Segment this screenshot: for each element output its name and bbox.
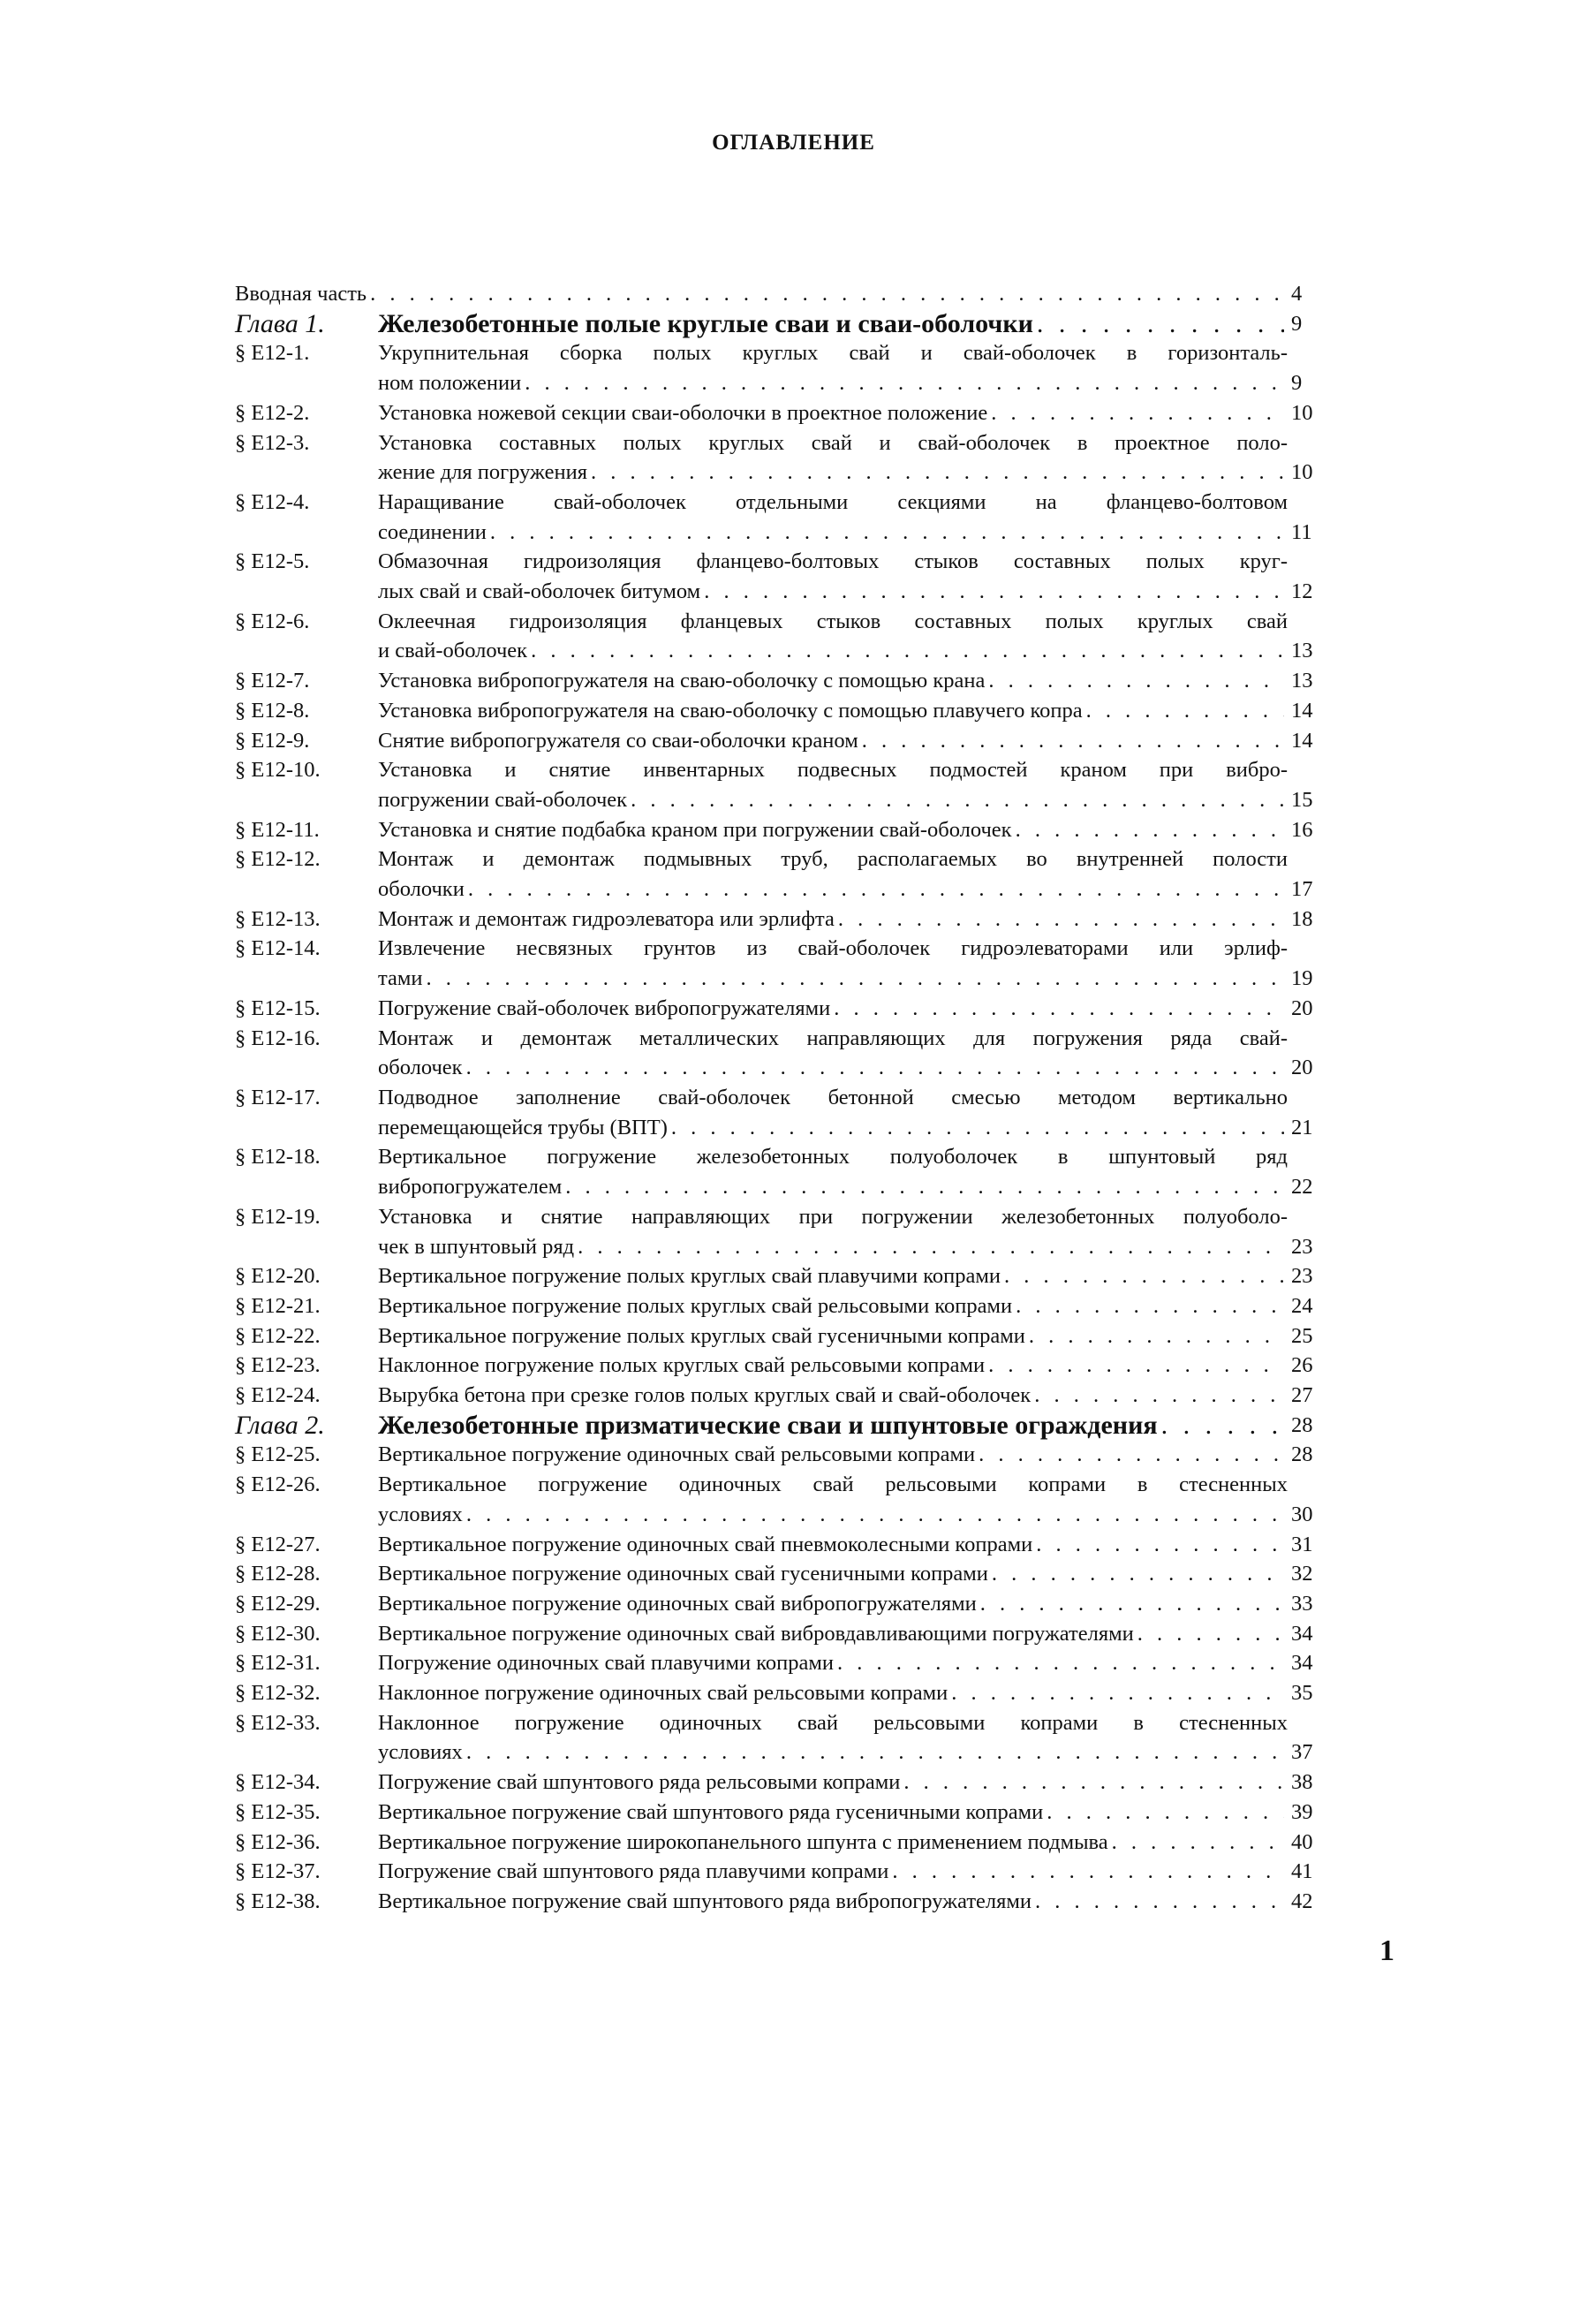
toc-entry-label: § Е12-2. xyxy=(235,400,310,425)
toc-section xyxy=(235,666,1339,696)
toc-page-number: 27 xyxy=(1291,1383,1313,1408)
toc-page-number: 15 xyxy=(1291,787,1313,812)
toc-page-number: 23 xyxy=(1291,1264,1313,1289)
toc-entry-title: Вырубка бетона при срезке голов полых круглых свай и свай-оболочек xyxy=(378,1383,1032,1408)
toc-entry-title: Подводное заполнение свай-оболочек бетонной смесью методом вертикально xyxy=(378,1085,1288,1109)
toc-page-number: 10 xyxy=(1291,400,1313,425)
dot-leader xyxy=(704,577,1284,607)
dot-leader xyxy=(1161,1411,1284,1441)
toc-entry-title: Установка вибропогружателя на сваю-оболочку с помощью крана xyxy=(378,669,986,693)
toc-entry-label: § Е12-28. xyxy=(235,1562,321,1586)
dot-leader xyxy=(979,1440,1284,1470)
toc-entry-title: Установка ножевой секции сваи-оболочки в проектное положение xyxy=(378,400,988,425)
toc-page-number: 4 xyxy=(1291,282,1303,306)
toc-entry-title: Установка вибропогружателя на сваю-оболочку с помощью плавучего копра xyxy=(378,698,1083,723)
toc-section xyxy=(235,1619,1339,1649)
toc-entry-label: § Е12-29. xyxy=(235,1591,321,1616)
toc-entry-title: Вертикальное погружение одиночных свай рельсовыми копрами в стесненных xyxy=(378,1472,1288,1497)
toc-entry-title: Наращивание свай-оболочек отдельными секциями на фланцево-болтовом xyxy=(378,489,1288,514)
toc-section xyxy=(235,1024,1339,1083)
toc-entry-label: § Е12-3. xyxy=(235,430,310,455)
toc-entry-label: § Е12-17. xyxy=(235,1085,321,1109)
dot-leader xyxy=(1029,1321,1284,1351)
toc-entry-title: Монтаж и демонтаж гидроэлеватора или эрлифта xyxy=(378,906,835,931)
toc-entry-label: § Е12-14. xyxy=(235,936,321,961)
toc-page-number: 13 xyxy=(1291,639,1313,663)
toc-page-number: 25 xyxy=(1291,1323,1313,1348)
toc-entry-title: Установка и снятие инвентарных подвесных подмостей краном при вибро- xyxy=(378,758,1288,783)
dot-leader xyxy=(1034,1381,1284,1411)
toc-entry-label: § Е12-38. xyxy=(235,1889,321,1913)
toc-entry-label: § Е12-9. xyxy=(235,728,310,753)
toc-entry-title: Оклеечная гидроизоляция фланцевых стыков составных полых круглых свай xyxy=(378,609,1288,633)
toc-page-number: 19 xyxy=(1291,966,1313,991)
toc-entry-title: Погружение свай-оболочек вибропогружателями xyxy=(378,995,831,1020)
toc-page-number: 35 xyxy=(1291,1681,1313,1706)
toc-page-number: 20 xyxy=(1291,995,1313,1020)
dot-leader xyxy=(992,1559,1284,1589)
toc-page-number: 23 xyxy=(1291,1234,1313,1259)
toc-entry-title: Вертикальное погружение свай шпунтового ряда вибропогружателями xyxy=(378,1889,1032,1913)
dot-leader xyxy=(671,1113,1284,1143)
toc-entry-title: Погружение одиночных свай плавучими копрами xyxy=(378,1651,835,1676)
toc-section xyxy=(235,726,1339,756)
toc-intro xyxy=(235,279,1339,309)
toc-entry-title: Установка составных полых круглых свай и свай-оболочек в проектное поло- xyxy=(378,430,1288,455)
toc-section xyxy=(235,696,1339,726)
toc-entry-title: Вертикальное погружение одиночных свай вибровдавливающими погружателями xyxy=(378,1621,1134,1646)
dot-leader xyxy=(980,1589,1284,1619)
toc-section xyxy=(235,488,1339,547)
toc-page-number: 39 xyxy=(1291,1799,1313,1824)
toc-section xyxy=(235,1083,1339,1142)
toc-section xyxy=(235,1321,1339,1351)
toc-page-number: 33 xyxy=(1291,1591,1313,1616)
toc-section xyxy=(235,1291,1339,1321)
toc-chapter xyxy=(235,1411,1339,1441)
dot-leader xyxy=(1086,696,1284,726)
page-number: 1 xyxy=(1379,1934,1394,1967)
toc-entry-title: Вертикальное погружение одиночных свай вибропогружателями xyxy=(378,1591,977,1616)
toc-section xyxy=(235,1887,1339,1917)
toc-entry-title: Наклонное погружение одиночных свай рельсовыми копрами в стесненных xyxy=(378,1710,1288,1735)
dot-leader xyxy=(1047,1798,1284,1828)
toc-section xyxy=(235,755,1339,814)
dot-leader xyxy=(1016,815,1284,845)
toc-entry-title: лых свай и свай-оболочек битумом xyxy=(378,579,701,604)
toc-entry-title: и свай-оболочек xyxy=(378,639,528,663)
toc-page-number: 28 xyxy=(1291,1442,1313,1467)
toc-entry-title: Погружение свай шпунтового ряда плавучими копрами xyxy=(378,1859,889,1884)
toc-page-number: 13 xyxy=(1291,669,1313,693)
toc-page-number: 20 xyxy=(1291,1056,1313,1080)
toc-entry-title: Наклонное погружение одиночных свай рельсовыми копрами xyxy=(378,1681,948,1706)
dot-leader xyxy=(466,1737,1284,1768)
dot-leader xyxy=(834,994,1284,1024)
toc-entry-label: § Е12-22. xyxy=(235,1323,321,1348)
toc-entry-label: § Е12-19. xyxy=(235,1204,321,1229)
toc-entry-label: § Е12-7. xyxy=(235,669,310,693)
toc-section xyxy=(235,1559,1339,1589)
toc-entry-title: Железобетонные полые круглые сваи и сваи-оболочки xyxy=(378,308,1033,338)
toc-page-number: 34 xyxy=(1291,1651,1313,1676)
toc-page-number: 26 xyxy=(1291,1353,1313,1378)
dot-leader xyxy=(903,1768,1284,1798)
toc-entry-title: чек в шпунтовый ряд xyxy=(378,1234,575,1259)
toc-entry-label: § Е12-32. xyxy=(235,1681,321,1706)
dot-leader xyxy=(466,1500,1284,1530)
toc-entry-label: § Е12-26. xyxy=(235,1472,321,1497)
dot-leader xyxy=(1004,1261,1284,1291)
dot-leader xyxy=(578,1232,1284,1262)
toc-entry-label: § Е12-21. xyxy=(235,1293,321,1318)
toc-section xyxy=(235,1202,1339,1261)
toc-entry-label: § Е12-34. xyxy=(235,1770,321,1795)
toc-entry-label: Глава 1. xyxy=(235,308,325,338)
toc-entry-title: Погружение свай шпунтового ряда рельсовыми копрами xyxy=(378,1770,901,1795)
toc-entry-title: условиях xyxy=(378,1740,463,1765)
toc-entry-title: Наклонное погружение полых круглых свай рельсовыми копрами xyxy=(378,1353,986,1378)
toc-entry-label: § Е12-4. xyxy=(235,489,310,514)
toc-section xyxy=(235,1589,1339,1619)
toc-entry-title: Извлечение несвязных грунтов из свай-оболочек гидроэлеваторами или эрлиф- xyxy=(378,936,1288,961)
dot-leader xyxy=(1035,1887,1284,1917)
toc-section xyxy=(235,607,1339,666)
toc-section xyxy=(235,1798,1339,1828)
toc-section xyxy=(235,815,1339,845)
toc-entry-title: ном положении xyxy=(378,371,522,396)
toc-page-number: 16 xyxy=(1291,817,1313,842)
toc-entry-title: Снятие вибропогружателя со сваи-оболочки краном xyxy=(378,728,858,753)
dot-leader xyxy=(427,964,1285,994)
toc-section xyxy=(235,1828,1339,1858)
dot-leader xyxy=(892,1857,1284,1887)
dot-leader xyxy=(370,279,1284,309)
toc-page-number: 18 xyxy=(1291,906,1313,931)
dot-leader xyxy=(1112,1828,1284,1858)
dot-leader xyxy=(1016,1291,1284,1321)
toc-entry-title: условиях xyxy=(378,1502,463,1526)
page-title: ОГЛАВЛЕНИЕ xyxy=(712,131,875,155)
dot-leader xyxy=(988,1351,1284,1381)
toc-section xyxy=(235,1768,1339,1798)
toc-entry-title: Вертикальное погружение железобетонных полуоболочек в шпунтовый ряд xyxy=(378,1145,1288,1170)
table-of-contents xyxy=(235,279,1339,1917)
toc-entry-label: § Е12-27. xyxy=(235,1532,321,1556)
toc-entry-title: Вертикальное погружение одиночных свай гусеничными копрами xyxy=(378,1562,988,1586)
toc-page-number: 11 xyxy=(1291,519,1312,544)
toc-entry-label: § Е12-18. xyxy=(235,1145,321,1170)
toc-entry-label: § Е12-24. xyxy=(235,1383,321,1408)
toc-entry-label: § Е12-12. xyxy=(235,847,321,872)
toc-entry-label: § Е12-36. xyxy=(235,1829,321,1854)
toc-section xyxy=(235,844,1339,904)
toc-page-number: 42 xyxy=(1291,1889,1313,1913)
dot-leader xyxy=(565,1172,1284,1202)
toc-section xyxy=(235,1470,1339,1529)
toc-entry-title: Вертикальное погружение полых круглых свай рельсовыми копрами xyxy=(378,1293,1013,1318)
toc-entry-label: Глава 2. xyxy=(235,1410,325,1440)
toc-entry-label: § Е12-10. xyxy=(235,758,321,783)
toc-section xyxy=(235,338,1339,397)
dot-leader xyxy=(631,785,1284,815)
toc-page-number: 41 xyxy=(1291,1859,1313,1884)
toc-page-number: 14 xyxy=(1291,728,1313,753)
dot-leader xyxy=(1036,1530,1284,1560)
toc-page-number: 31 xyxy=(1291,1532,1313,1556)
dot-leader xyxy=(837,1648,1284,1678)
toc-entry-label: § Е12-37. xyxy=(235,1859,321,1884)
toc-section xyxy=(235,1648,1339,1678)
toc-entry-label: § Е12-1. xyxy=(235,341,310,366)
dot-leader xyxy=(531,636,1284,666)
toc-entry-title: Установка и снятие направляющих при погружении железобетонных полуоболо- xyxy=(378,1204,1288,1229)
toc-entry-label: § Е12-31. xyxy=(235,1651,321,1676)
toc-entry-label: § Е12-6. xyxy=(235,609,310,633)
toc-entry-title: Монтаж и демонтаж подмывных труб, располагаемых во внутренней полости xyxy=(378,847,1288,872)
toc-chapter xyxy=(235,309,1339,339)
toc-entry-label: § Е12-25. xyxy=(235,1442,321,1467)
toc-page-number: 40 xyxy=(1291,1829,1313,1854)
toc-page-number: 21 xyxy=(1291,1115,1313,1139)
toc-page-number: 12 xyxy=(1291,579,1313,604)
dot-leader xyxy=(490,518,1284,548)
toc-page-number: 9 xyxy=(1291,311,1303,336)
dot-leader xyxy=(991,398,1284,428)
toc-entry-label: § Е12-5. xyxy=(235,549,310,574)
toc-section xyxy=(235,1530,1339,1560)
toc-entry-label: § Е12-35. xyxy=(235,1799,321,1824)
toc-section xyxy=(235,398,1339,428)
toc-entry-label: § Е12-33. xyxy=(235,1710,321,1735)
toc-entry-title: Укрупнительная сборка полых круглых свай и свай-оболочек в горизонталь- xyxy=(378,341,1288,366)
toc-entry-title: Вводная часть xyxy=(235,282,367,306)
toc-page-number: 17 xyxy=(1291,877,1313,902)
toc-entry-title: Вертикальное погружение полых круглых свай гусеничными копрами xyxy=(378,1323,1025,1348)
toc-page-number: 37 xyxy=(1291,1740,1313,1765)
toc-entry-title: Вертикальное погружение широкопанельного шпунта с применением подмыва xyxy=(378,1829,1108,1854)
toc-entry-title: Вертикальное погружение одиночных свай пневмоколесными копрами xyxy=(378,1532,1033,1556)
toc-entry-label: § Е12-15. xyxy=(235,995,321,1020)
dot-leader xyxy=(1137,1619,1284,1649)
toc-entry-title: Вертикальное погружение свай шпунтового ряда гусеничными копрами xyxy=(378,1799,1044,1824)
toc-entry-label: § Е12-16. xyxy=(235,1026,321,1050)
toc-section xyxy=(235,1381,1339,1411)
dot-leader xyxy=(466,1053,1284,1083)
toc-entry-title: погружении свай-оболочек xyxy=(378,787,628,812)
toc-section xyxy=(235,428,1339,488)
toc-entry-title: вибропогружателем xyxy=(378,1175,563,1200)
toc-entry-title: оболочки xyxy=(378,877,465,902)
toc-section xyxy=(235,1351,1339,1381)
dot-leader xyxy=(1037,309,1284,339)
dot-leader xyxy=(838,905,1284,935)
toc-entry-title: соединении xyxy=(378,519,487,544)
toc-section xyxy=(235,1261,1339,1291)
toc-entry-label: § Е12-23. xyxy=(235,1353,321,1378)
toc-page-number: 24 xyxy=(1291,1293,1313,1318)
toc-entry-label: § Е12-13. xyxy=(235,906,321,931)
toc-section xyxy=(235,905,1339,935)
toc-entry-title: Железобетонные призматические сваи и шпунтовые ограждения xyxy=(378,1410,1158,1440)
toc-entry-title: Монтаж и демонтаж металлических направляющих для погружения ряда свай- xyxy=(378,1026,1288,1050)
dot-leader xyxy=(591,458,1284,488)
toc-entry-title: Вертикальное погружение полых круглых свай плавучими копрами xyxy=(378,1264,1001,1289)
toc-entry-title: жение для погружения xyxy=(378,460,588,485)
toc-page-number: 28 xyxy=(1291,1412,1313,1437)
toc-page-number: 10 xyxy=(1291,460,1313,485)
toc-entry-title: Обмазочная гидроизоляция фланцево-болтовых стыков составных полых круг- xyxy=(378,549,1288,574)
toc-entry-label: § Е12-8. xyxy=(235,698,310,723)
dot-leader xyxy=(951,1678,1284,1708)
toc-section xyxy=(235,934,1339,993)
toc-entry-label: § Е12-20. xyxy=(235,1264,321,1289)
dot-leader xyxy=(862,726,1284,756)
toc-entry-title: оболочек xyxy=(378,1056,463,1080)
toc-page-number: 34 xyxy=(1291,1621,1313,1646)
toc-section xyxy=(235,994,1339,1024)
toc-entry-title: тами xyxy=(378,966,423,991)
dot-leader xyxy=(468,874,1284,905)
toc-page-number: 14 xyxy=(1291,698,1313,723)
toc-page-number: 32 xyxy=(1291,1562,1313,1586)
toc-entry-title: Вертикальное погружение одиночных свай рельсовыми копрами xyxy=(378,1442,976,1467)
toc-page-number: 9 xyxy=(1291,371,1303,396)
toc-section xyxy=(235,1142,1339,1201)
toc-section xyxy=(235,547,1339,606)
toc-section xyxy=(235,1708,1339,1768)
toc-section xyxy=(235,1857,1339,1887)
toc-section xyxy=(235,1678,1339,1708)
toc-page-number: 38 xyxy=(1291,1770,1313,1795)
toc-entry-label: § Е12-30. xyxy=(235,1621,321,1646)
toc-entry-label: § Е12-11. xyxy=(235,817,320,842)
toc-section xyxy=(235,1440,1339,1470)
dot-leader xyxy=(988,666,1284,696)
toc-page-number: 22 xyxy=(1291,1175,1313,1200)
toc-entry-title: Установка и снятие подбабка краном при погружении свай-оболочек xyxy=(378,817,1012,842)
dot-leader xyxy=(525,368,1284,398)
toc-page-number: 30 xyxy=(1291,1502,1313,1526)
toc-entry-title: перемещающейся трубы (ВПТ) xyxy=(378,1115,668,1139)
